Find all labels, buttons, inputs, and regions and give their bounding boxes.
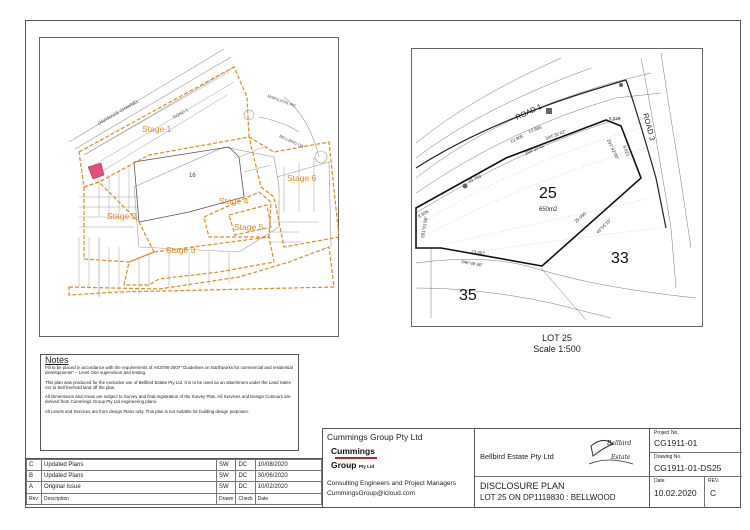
rev-description: Updated Plans: [42, 460, 217, 471]
dimension-label: 9.621: [622, 144, 631, 157]
bearing-label: 344°35'42": [544, 128, 567, 141]
road-1-label: ROAD 1: [514, 101, 544, 122]
stage-label-3: Stage 3: [166, 245, 196, 255]
dimension-label: 25.990: [573, 211, 588, 224]
road-3-label: ROAD 3: [641, 112, 657, 142]
document-title: DISCLOSURE PLAN: [480, 481, 565, 491]
revision-row: [27, 471, 322, 482]
lot-plan-caption: [517, 333, 597, 355]
dimension-label: 13.905: [509, 133, 524, 144]
document-subtitle: LOT 25 ON DP1119830 : BELLWOOD: [480, 493, 616, 502]
bearing-label: 43°05'15": [595, 217, 613, 235]
revision-row: [27, 460, 322, 471]
lot-caption-title: LOT 25: [542, 333, 572, 343]
note-paragraph: All Levels and Services are from design Plans only. This plan is not suitable for building design purposes.: [45, 408, 249, 414]
dimension-label: 8.936: [417, 208, 430, 219]
project-no-label: Project No.: [654, 430, 679, 436]
consultant-block: [322, 428, 475, 508]
rev-drawn: SW: [217, 482, 236, 493]
pit-marker: [546, 108, 552, 114]
consultant-role: Consulting Engineers and Project Managers: [327, 480, 457, 487]
lot-caption-scale: Scale 1:500: [533, 344, 581, 354]
bearing-label: 281°01'59": [420, 215, 429, 239]
description-header: Description: [42, 493, 217, 504]
bearing-label: 299°35'42": [524, 142, 547, 156]
logo-red-rule: [335, 457, 377, 459]
service-marker: [463, 184, 468, 189]
revision-header-row: [27, 493, 322, 504]
drawing-no: CG1911-01-DS25: [654, 463, 722, 473]
service-marker: [619, 83, 623, 87]
rev-date: 10/08/2020: [255, 460, 321, 471]
consultant-name: Cummings Group Pty Ltd: [327, 432, 423, 442]
consultant-email: CummingsGroup@icloud.com: [327, 490, 416, 497]
logo-sub: Pty Ltd: [358, 464, 375, 469]
rev-drawn: SW: [217, 471, 236, 482]
stage-label-2: Stage 2: [107, 211, 137, 221]
client-divider: [475, 476, 650, 477]
rev-check: DC: [236, 482, 255, 493]
bellbird-estate-logo: [583, 434, 643, 474]
notes-box: [40, 354, 299, 451]
revision-table: [26, 458, 322, 507]
cummings-logo: [331, 446, 411, 472]
rev-label: REV.: [708, 478, 720, 484]
stage-label-1: Stage 1: [142, 124, 172, 134]
logo-word-2: Group: [331, 460, 357, 470]
stage-label-6: Stage 6: [287, 173, 317, 183]
rev-description: Updated Plans: [42, 471, 217, 482]
bearing-label: 346°46'36": [460, 259, 484, 268]
drainage-channel-label: DRAINAGE CHANNEL: [97, 98, 140, 126]
rev-drawn: SW: [217, 460, 236, 471]
lot-number-33: 33: [611, 250, 629, 267]
project-info-block: [649, 428, 742, 508]
lot-number-25: 25: [539, 185, 557, 202]
dimension-label: 15.703: [467, 173, 482, 184]
client-block: [474, 428, 650, 508]
site-plan-drawing: [39, 37, 339, 337]
current-rev: C: [710, 488, 717, 498]
dimension-label: 23.607: [470, 249, 486, 256]
dimension-label: 8.529: [609, 116, 621, 121]
rev-check: DC: [236, 460, 255, 471]
check-header: Check: [236, 493, 255, 504]
rev-code: C: [27, 460, 42, 471]
logo-text-bellbird: Bellbird: [607, 440, 632, 447]
lot-number-35: 35: [459, 287, 477, 304]
highlighted-lot-25: [88, 163, 104, 179]
client-name: Bellbird Estate Pty Ltd: [480, 452, 554, 461]
lot-plan-drawing: [411, 48, 703, 327]
stage-label-5: Stage 5: [234, 222, 264, 232]
lot-area: 650m2: [539, 207, 558, 213]
date-label: Date: [654, 478, 665, 484]
rev-date: 30/06/2020: [255, 471, 321, 482]
bellbird-dr-label: BELLBIRD DR: [278, 133, 305, 149]
revision-row: [27, 482, 322, 493]
project-no: CG1911-01: [654, 438, 698, 448]
rev-code: B: [27, 471, 42, 482]
note-paragraph: Fill to be placed in accordance with the requirements of AS3798-2007 "Guidelines on Earthworks for commercial and residential developments" – Level One supervision and testing.: [45, 365, 293, 376]
rev-description: Original Issue: [42, 482, 217, 493]
rev-code: A: [27, 482, 42, 493]
drawing-no-label: Drawing No.: [654, 454, 682, 460]
drawing-date: 10.02.2020: [654, 488, 697, 498]
date-header: Date: [255, 493, 321, 504]
dimension-label: 12.885: [527, 124, 543, 134]
road-1-site-label: ROAD 1: [172, 107, 190, 120]
bearing-label: 291°42'00": [606, 138, 620, 161]
notes-title: Notes: [45, 355, 69, 365]
rev-date: 10/02/2020: [255, 482, 321, 493]
drawn-header: Drawn: [217, 493, 236, 504]
centre-lot-number: 16: [189, 173, 196, 179]
marsupial-rd-label: MARSUPIAL RD: [266, 93, 297, 109]
logo-word-1: Cummings: [331, 446, 375, 456]
stage-label-4: Stage 4: [219, 196, 249, 206]
logo-text-estate: Estate: [611, 454, 631, 461]
note-paragraph: All Dimensions and Areas are subject to Survey and final registration of the Survey Plan. All Services and Design Contours are derived from Cummings Group Pty Ltd engineering plans.: [45, 394, 291, 405]
rev-check: DC: [236, 471, 255, 482]
note-paragraph: This plan was produced for the exclusive use of Bellbird Estate Pty Ltd. It is to be used as an attachment under the Land Sales Act to Sell freehold land off the plan.: [45, 379, 291, 390]
rev-header: Rev: [27, 493, 42, 504]
